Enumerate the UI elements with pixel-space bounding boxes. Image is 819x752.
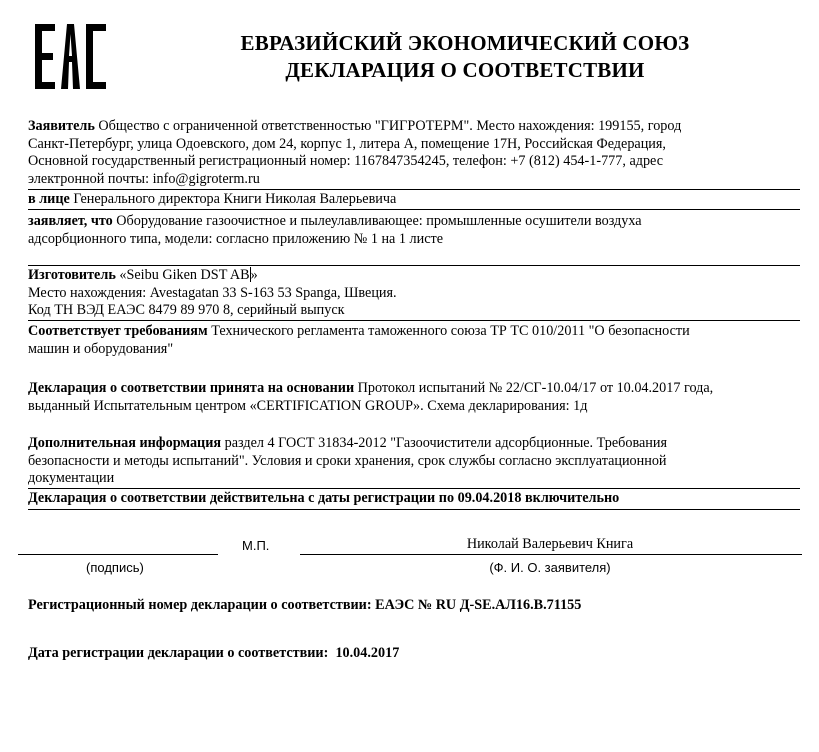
- requirements-block: [28, 323, 788, 358]
- divider: [28, 320, 800, 321]
- signer-name: Николай Валерьевич Книга: [466, 536, 634, 552]
- divider: [28, 189, 800, 190]
- requirements-text: Технического регламента таможенного союза ТР ТС 010/2011 "О безопасности: [207, 323, 690, 339]
- registration-date-label: Дата регистрации декларации о соответствии:: [28, 645, 329, 661]
- name-line: [300, 554, 802, 555]
- declares-block: [28, 213, 788, 248]
- declares-label: заявляет, что: [28, 213, 113, 229]
- applicant-block: [28, 118, 788, 188]
- applicant-label: Заявитель: [28, 118, 95, 134]
- registration-number: Регистрационный номер декларации о соответствии: ЕАЭС № RU Д-SE.АЛ16.В.71155: [28, 597, 582, 613]
- applicant-line: электронной почты: info@gigroterm.ru: [28, 170, 260, 187]
- requirements-label: Соответствует требованиям: [28, 323, 208, 339]
- additional-text: раздел 4 ГОСТ 31834-2012 "Газоочистители адсорбционные. Требования: [221, 435, 667, 451]
- declares-text: адсорбционного типа, модели: согласно приложению № 1 на 1 листе: [28, 230, 444, 247]
- additional-text: документации: [28, 470, 115, 487]
- divider: [28, 265, 800, 266]
- person-block: [28, 191, 788, 209]
- stamp-place: М.П.: [242, 538, 270, 553]
- divider: [28, 209, 800, 210]
- additional-label: Дополнительная информация: [28, 435, 222, 451]
- fio-caption: (Ф. И. О. заявителя): [489, 560, 611, 575]
- applicant-line: Основной государственный регистрационный номер: 1167847354245, телефон: +7 (812) 454-1-777, адрес: [28, 153, 664, 170]
- signature-caption: (подпись): [86, 560, 144, 575]
- basis-label: Декларация о соответствии принята на основании: [28, 380, 355, 396]
- applicant-line: Санкт-Петербург, улица Одоевского, дом 24, корпус 1, литера А, помещение 17Н, Российская Федерация,: [28, 135, 666, 152]
- manufacturer-code: Код ТН ВЭД ЕАЭС 8479 89 970 8, серийный выпуск: [28, 302, 345, 319]
- person-label: в лице: [28, 191, 70, 207]
- manufacturer-block: [28, 267, 788, 320]
- basis-block: [28, 380, 788, 415]
- requirements-text: машин и оборудования": [28, 340, 174, 357]
- declaration-title: ДЕКЛАРАЦИЯ О СООТВЕТСТВИИ: [285, 58, 645, 82]
- manufacturer-label: Изготовитель: [28, 267, 116, 283]
- validity-text: Декларация о соответствии действительна с даты регистрации по 09.04.2018 включительно: [28, 490, 620, 506]
- declares-text: Оборудование газоочистное и пылеулавливающее: промышленные осушители воздуха: [112, 213, 642, 229]
- registration-date-value: 10.04.2017: [328, 645, 400, 661]
- manufacturer-address: Место нахождения: Avestagatan 33 S-163 53 Spanga, Швеция.: [28, 284, 397, 301]
- additional-block: [28, 435, 788, 488]
- divider: [28, 509, 800, 510]
- manufacturer-name-end: »: [250, 267, 258, 283]
- union-title: ЕВРАЗИЙСКИЙ ЭКОНОМИЧЕСКИЙ СОЮЗ: [240, 31, 690, 55]
- signature-line: [18, 554, 218, 555]
- additional-text: безопасности и методы испытаний". Условия и сроки хранения, срок службы согласно эксплуатационной: [28, 452, 667, 469]
- eac-logo: [28, 22, 112, 92]
- divider: [28, 488, 800, 489]
- registration-date: [28, 645, 399, 662]
- applicant-line: Общество с ограниченной ответственностью "ГИГРОТЕРМ". Место нахождения: 199155, город: [94, 118, 682, 134]
- person-text: Генерального директора Книги Николая Валерьевича: [69, 191, 397, 207]
- basis-text: выданный Испытательным центром «CERTIFICATION GROUP». Схема декларирования: 1д: [28, 397, 588, 414]
- manufacturer-name: «Seibu Giken DST AB: [115, 267, 250, 283]
- basis-text: Протокол испытаний № 22/СГ-10.04/17 от 10.04.2017 года,: [354, 380, 714, 396]
